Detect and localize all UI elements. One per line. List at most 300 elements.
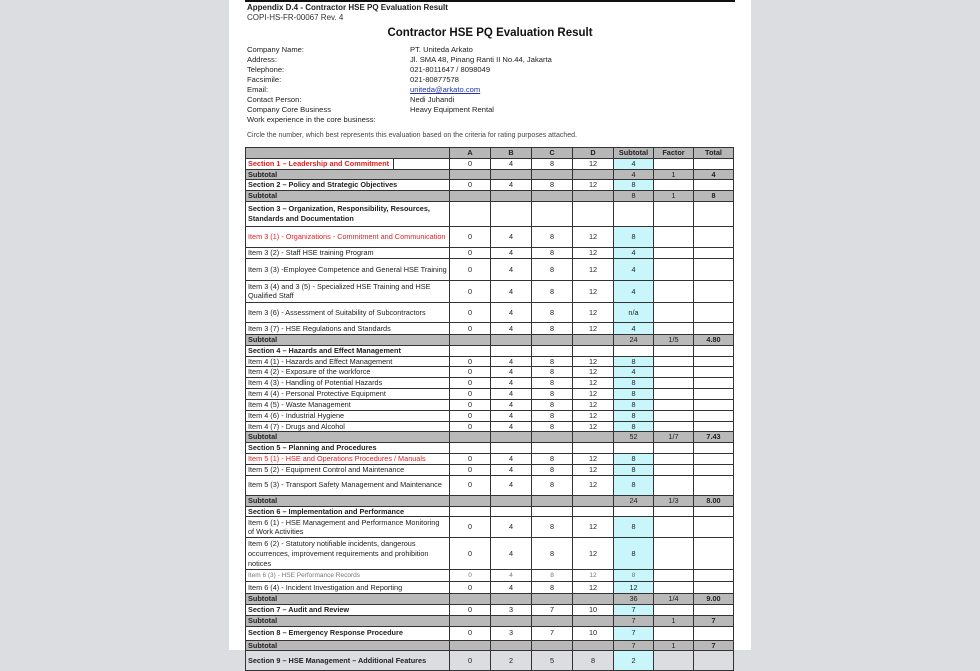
info-label: Telephone: [247,65,285,74]
empty-cell [491,506,532,517]
empty-cell [450,594,491,605]
factor-value [654,247,694,258]
rating-option-a[interactable]: 0 [450,378,491,389]
row-label-text: Section 5 – Planning and Procedures [248,443,377,453]
rating-option-c[interactable]: 7 [532,604,573,615]
empty-cell [654,506,694,517]
rating-option-d[interactable]: 12 [573,453,614,464]
info-value: 021-8011647 / 8098049 [410,65,491,74]
row-label: Subtotal [246,169,450,180]
total-value [694,356,734,367]
row-label [246,582,450,594]
rating-option-b[interactable]: 4 [491,378,532,389]
factor-value [654,258,694,280]
row-label [246,538,450,570]
item-row [246,258,734,280]
factor-value [654,158,694,169]
rating-option-c[interactable]: 8 [532,421,573,432]
factor-value [654,582,694,594]
total-value [694,258,734,280]
rating-option-b[interactable]: 4 [491,410,532,421]
row-label: Subtotal [246,640,450,651]
row-label-text: Section 6 – Implementation and Performance [248,506,405,516]
factor-value [654,180,694,191]
rating-option-a[interactable]: 0 [450,180,491,191]
row-label-text: Item 4 (1) - Hazards and Effect Management [248,356,393,366]
row-label-text: Item 3 (1) - Organizations - Commitment and Communication [248,232,446,242]
subtotal-row [246,169,734,180]
empty-cell [694,345,734,356]
empty-cell [573,640,614,651]
row-label-text: Section 8 – Emergency Response Procedure [248,628,403,638]
subtotal-row [246,594,734,605]
item-row [246,388,734,399]
rating-option-a[interactable]: 0 [450,388,491,399]
rating-option-d[interactable]: 12 [573,388,614,399]
factor-value [654,604,694,615]
total-value: 8.00 [694,495,734,506]
factor-value [654,421,694,432]
row-label [246,506,450,517]
rating-option-d[interactable]: 12 [573,322,614,334]
rating-option-c[interactable]: 7 [532,626,573,640]
rating-option-b[interactable]: 4 [491,356,532,367]
item-row [246,356,734,367]
row-label-text: Item 6 (3) - HSE Performance Records [248,572,360,580]
item-row [246,302,734,322]
rating-option-b[interactable]: 4 [491,158,532,169]
rating-option-a[interactable]: 0 [450,626,491,640]
subtotal-value: 4 [614,367,654,378]
column-header: Total [694,148,734,159]
rating-option-a[interactable]: 0 [450,367,491,378]
rating-option-a[interactable]: 0 [450,570,491,582]
section-row [246,506,734,517]
subtotal-value: 8 [614,356,654,367]
row-label-text: Item 3 (3) -Employee Competence and General HSE Training [248,264,447,274]
factor-value [654,280,694,302]
company-info [247,45,727,125]
row-label [246,280,450,302]
rating-option-b[interactable]: 4 [491,280,532,302]
rating-option-c[interactable]: 8 [532,280,573,302]
subtotal-value: 8 [614,388,654,399]
row-label: Subtotal [246,432,450,443]
rating-option-b[interactable]: 4 [491,247,532,258]
rating-option-b[interactable]: 4 [491,388,532,399]
empty-cell [654,443,694,454]
appendix-heading: Appendix D.4 - Contractor HSE PQ Evaluation Result [247,3,448,12]
rating-option-a[interactable]: 0 [450,453,491,464]
row-label [246,570,450,582]
subtotal-value: 8 [614,410,654,421]
rating-option-c[interactable]: 5 [532,651,573,671]
subtotal-value: 4 [614,322,654,334]
rating-option-b[interactable]: 4 [491,226,532,247]
factor-value [654,388,694,399]
rating-option-d[interactable]: 12 [573,517,614,538]
section-row [246,651,734,671]
rating-option-a[interactable]: 0 [450,651,491,671]
info-value: PT. Uniteda Arkato [410,45,473,54]
rating-option-c[interactable]: 8 [532,302,573,322]
email-link[interactable]: uniteda@arkato.com [410,85,481,94]
rating-option-d[interactable]: 10 [573,604,614,615]
row-label [246,158,450,169]
factor-value [654,226,694,247]
row-label-text: Section 7 – Audit and Review [248,604,350,614]
row-label-text: Item 6 (2) - Statutory notifiable incidents, dangerous occurrences, improvement requirements and prohibition notices [248,539,429,568]
total-value [694,302,734,322]
info-row [247,45,727,55]
row-label [246,651,450,671]
factor-value [654,651,694,671]
empty-cell [654,345,694,356]
rating-option-c[interactable]: 8 [532,464,573,475]
empty-cell [491,201,532,226]
factor-value: 1/4 [654,594,694,605]
total-value [694,582,734,594]
subtotal-value: 8 [614,570,654,582]
info-value: 021-80877578 [410,75,459,84]
rating-option-d[interactable]: 12 [573,180,614,191]
rating-option-d[interactable]: 12 [573,475,614,495]
item-row [246,280,734,302]
info-value: Heavy Equipment Rental [410,105,494,114]
info-row [247,85,727,95]
empty-cell [450,495,491,506]
info-label: Company Name: [247,45,304,54]
row-label [246,443,450,454]
rating-option-d[interactable]: 12 [573,280,614,302]
info-label: Company Core Business [247,105,331,114]
rating-option-b[interactable]: 4 [491,367,532,378]
row-label-text: Section 1 – Leadership and Commitment [248,159,394,169]
rating-option-a[interactable]: 0 [450,582,491,594]
factor-value [654,410,694,421]
empty-cell [532,594,573,605]
rating-option-d[interactable]: 12 [573,464,614,475]
subtotal-value: 8 [614,180,654,191]
empty-cell [450,432,491,443]
item-row [246,367,734,378]
factor-value: 1 [654,615,694,626]
rating-option-b[interactable]: 3 [491,626,532,640]
document-page [229,0,751,665]
rating-option-d[interactable]: 12 [573,226,614,247]
empty-cell [573,169,614,180]
empty-cell [450,506,491,517]
rating-option-c[interactable]: 8 [532,378,573,389]
subtotal-value: 8 [614,464,654,475]
total-value [694,226,734,247]
column-header [246,148,450,159]
total-value [694,158,734,169]
row-label-text: Section 4 – Hazards and Effect Management [248,345,401,355]
empty-cell [491,432,532,443]
subtotal-value: 8 [614,475,654,495]
item-row [246,226,734,247]
rating-option-a[interactable]: 0 [450,258,491,280]
item-row [246,378,734,389]
rating-option-b[interactable]: 4 [491,538,532,570]
item-row [246,475,734,495]
row-label [246,226,450,247]
rating-option-d[interactable]: 12 [573,582,614,594]
rating-option-b[interactable]: 4 [491,475,532,495]
total-value [694,626,734,640]
factor-value [654,475,694,495]
rating-option-d[interactable]: 12 [573,356,614,367]
rating-option-a[interactable]: 0 [450,356,491,367]
rating-option-c[interactable]: 8 [532,180,573,191]
rating-option-b[interactable]: 4 [491,582,532,594]
subtotal-value: 8 [614,421,654,432]
section-row [246,180,734,191]
row-label-text: Item 5 (1) - HSE and Operations Procedures / Manuals [248,454,426,464]
rating-option-c[interactable]: 8 [532,258,573,280]
item-row [246,538,734,570]
rating-option-c[interactable]: 8 [532,570,573,582]
row-label [246,345,450,356]
rating-option-c[interactable]: 8 [532,388,573,399]
empty-cell [532,169,573,180]
instruction-text: Circle the number, which best represents this evaluation based on the criteria for rating purposes attached. [247,132,577,139]
total-value [694,570,734,582]
empty-cell [694,201,734,226]
empty-cell [491,191,532,202]
factor-value: 1 [654,191,694,202]
rating-option-c[interactable]: 8 [532,226,573,247]
row-label [246,464,450,475]
total-value: 7 [694,615,734,626]
row-label [246,399,450,410]
rating-option-d[interactable]: 12 [573,247,614,258]
subtotal-value: 8 [614,191,654,202]
rating-option-a[interactable]: 0 [450,399,491,410]
factor-value [654,517,694,538]
rating-option-d[interactable]: 12 [573,158,614,169]
row-label-text: Item 4 (4) - Personal Protective Equipment [248,388,386,398]
factor-value [654,378,694,389]
rating-option-c[interactable]: 8 [532,367,573,378]
empty-cell [532,495,573,506]
info-label: Contact Person: [247,95,302,104]
rating-option-b[interactable]: 4 [491,570,532,582]
rating-option-d[interactable]: 8 [573,651,614,671]
row-label-text: Item 6 (1) - HSE Management and Performance Monitoring of Work Activities [248,517,440,537]
rating-option-a[interactable]: 0 [450,322,491,334]
factor-value [654,302,694,322]
rating-option-d[interactable]: 12 [573,410,614,421]
subtotal-value: 52 [614,432,654,443]
rating-option-c[interactable]: 8 [532,517,573,538]
info-row [247,105,727,115]
empty-cell [491,615,532,626]
rating-option-c[interactable]: 8 [532,247,573,258]
info-label: Address: [247,55,277,64]
rating-option-a[interactable]: 0 [450,421,491,432]
total-value: 4.80 [694,334,734,345]
row-label-text: Item 3 (2) - Staff HSE training Program [248,248,374,258]
rating-option-a[interactable]: 0 [450,475,491,495]
empty-cell [532,432,573,443]
subtotal-value: 4 [614,247,654,258]
rating-option-a[interactable]: 0 [450,158,491,169]
item-row [246,421,734,432]
info-value: Jl. SMA 48, Pinang Ranti II No.44, Jakarta [410,55,552,64]
empty-cell [573,201,614,226]
rating-option-d[interactable]: 12 [573,367,614,378]
rating-option-a[interactable]: 0 [450,538,491,570]
empty-cell [491,345,532,356]
subtotal-value: 7 [614,604,654,615]
subtotal-value: 4 [614,280,654,302]
rating-option-a[interactable]: 0 [450,604,491,615]
subtotal-value: 8 [614,517,654,538]
empty-cell [573,334,614,345]
subtotal-value: 4 [614,169,654,180]
rating-option-a[interactable]: 0 [450,302,491,322]
row-label [246,626,450,640]
rating-option-d[interactable]: 12 [573,399,614,410]
rating-option-b[interactable]: 4 [491,421,532,432]
rating-option-a[interactable]: 0 [450,280,491,302]
empty-cell [654,201,694,226]
rating-option-d[interactable]: 12 [573,570,614,582]
rating-option-b[interactable]: 4 [491,302,532,322]
empty-cell [491,334,532,345]
rating-option-b[interactable]: 4 [491,399,532,410]
info-label: Work experience in the core business: [247,115,376,124]
evaluation-table [245,147,734,671]
row-label-text: Item 3 (4) and 3 (5) - Specialized HSE Training and HSE Qualified Staff [248,281,431,301]
row-label [246,453,450,464]
subtotal-value: 24 [614,495,654,506]
empty-cell [491,169,532,180]
empty-cell [491,495,532,506]
rating-option-d[interactable]: 12 [573,538,614,570]
row-label [246,388,450,399]
rating-option-a[interactable]: 0 [450,247,491,258]
subtotal-row [246,615,734,626]
row-label-text: Item 4 (6) - Industrial Hygiene [248,410,345,420]
rating-option-a[interactable]: 0 [450,226,491,247]
total-value [694,378,734,389]
rating-option-d[interactable]: 12 [573,378,614,389]
row-label [246,475,450,495]
rating-option-a[interactable]: 0 [450,464,491,475]
document-reference: COPI-HS-FR-00067 Rev. 4 [247,13,344,22]
info-row [247,75,727,85]
total-value: 9.00 [694,594,734,605]
rating-option-c[interactable]: 8 [532,410,573,421]
rating-option-b[interactable]: 4 [491,517,532,538]
rating-option-d[interactable]: 12 [573,258,614,280]
subtotal-row [246,495,734,506]
row-label [246,180,450,191]
rating-option-b[interactable]: 2 [491,651,532,671]
rating-option-c[interactable]: 8 [532,582,573,594]
total-value [694,180,734,191]
rating-option-b[interactable]: 4 [491,322,532,334]
rating-option-d[interactable]: 12 [573,302,614,322]
rating-option-c[interactable]: 8 [532,453,573,464]
subtotal-row [246,432,734,443]
total-value [694,280,734,302]
empty-cell [614,443,654,454]
factor-value [654,538,694,570]
rating-option-b[interactable]: 3 [491,604,532,615]
info-row [247,55,727,65]
rating-option-d[interactable]: 12 [573,421,614,432]
column-header: Factor [654,148,694,159]
empty-cell [573,594,614,605]
item-row [246,410,734,421]
total-value [694,604,734,615]
row-label [246,247,450,258]
empty-cell [450,345,491,356]
subtotal-value: 7 [614,626,654,640]
row-label-text: Section 3 – Organization, Responsibility, Resources, Standards and Documentation [248,204,430,223]
rating-option-c[interactable]: 8 [532,538,573,570]
row-label-text: Item 4 (5) - Waste Management [248,399,351,409]
section-row [246,443,734,454]
row-label-text: Section 9 – HSE Management – Additional Features [248,655,427,665]
total-value [694,464,734,475]
row-label [246,258,450,280]
rating-option-c[interactable]: 8 [532,475,573,495]
empty-cell [532,334,573,345]
row-label: Subtotal [246,615,450,626]
subtotal-value: 36 [614,594,654,605]
factor-value [654,356,694,367]
rating-option-a[interactable]: 0 [450,517,491,538]
factor-value [654,626,694,640]
item-row [246,517,734,538]
empty-cell [573,615,614,626]
info-label: Email: [247,85,269,94]
rating-option-b[interactable]: 4 [491,464,532,475]
total-value [694,475,734,495]
item-row [246,399,734,410]
section-row [246,345,734,356]
empty-cell [450,191,491,202]
factor-value [654,367,694,378]
rating-option-c[interactable]: 8 [532,322,573,334]
empty-cell [614,345,654,356]
rating-option-d[interactable]: 10 [573,626,614,640]
row-label: Subtotal [246,334,450,345]
rating-option-b[interactable]: 4 [491,180,532,191]
subtotal-row [246,640,734,651]
rating-option-c[interactable]: 8 [532,158,573,169]
rating-option-b[interactable]: 4 [491,258,532,280]
total-value [694,538,734,570]
rating-option-c[interactable]: 8 [532,356,573,367]
total-value: 8 [694,191,734,202]
subtotal-value: 4 [614,258,654,280]
rating-option-c[interactable]: 8 [532,399,573,410]
item-row [246,322,734,334]
subtotal-value: 8 [614,453,654,464]
empty-cell [450,169,491,180]
rating-option-b[interactable]: 4 [491,453,532,464]
rating-option-a[interactable]: 0 [450,410,491,421]
empty-cell [450,443,491,454]
total-value: 7.43 [694,432,734,443]
empty-cell [532,443,573,454]
